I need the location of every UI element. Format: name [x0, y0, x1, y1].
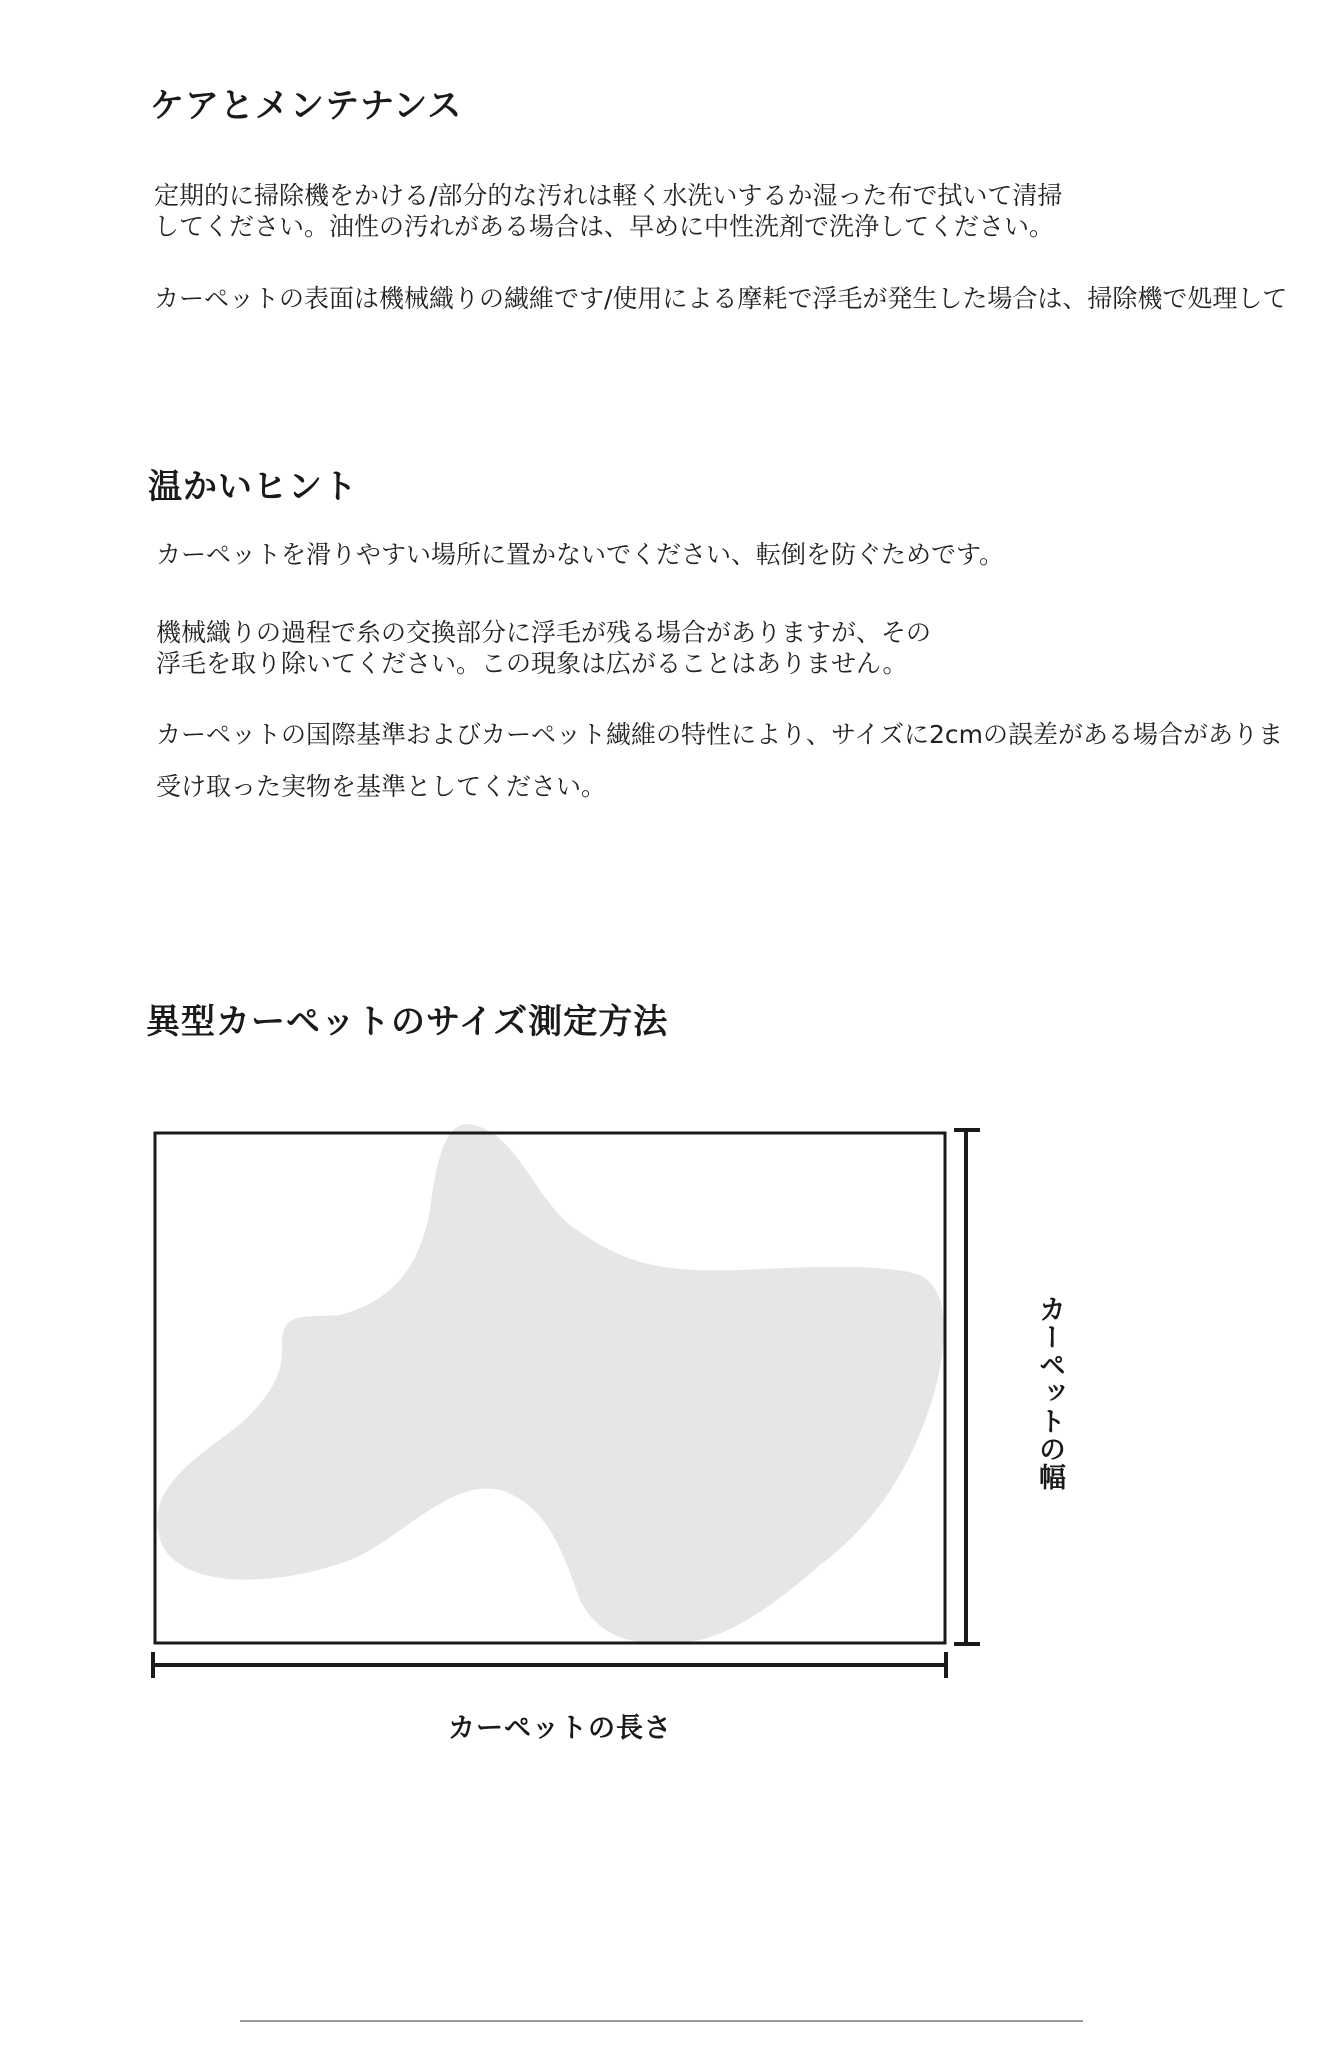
tips-paragraph-1: カーペットを滑りやすい場所に置かないでください、転倒を防ぐためです。 [156, 540, 1005, 569]
carpet-width-label: カーペットの幅 [1034, 1295, 1065, 1491]
irregular-carpet-shape [157, 1124, 944, 1644]
measure-heading: 異型カーペットのサイズ測定方法 [146, 1002, 669, 1042]
bounding-rectangle [155, 1133, 945, 1643]
care-paragraph-1 [154, 180, 1062, 242]
footer-divider [240, 2020, 1083, 2022]
tips-paragraph-2-line-1: 機械織りの過程で糸の交換部分に浮毛が残る場合がありますが、その [156, 618, 932, 647]
tips-heading: 温かいヒント [148, 467, 358, 507]
tips-paragraph-2-line-2: 浮毛を取り除いてください。この現象は広がることはありません。 [156, 649, 908, 678]
care-heading: ケアとメンテナンス [150, 86, 463, 126]
care-paragraph-1-line-1: 定期的に掃除機をかける/部分的な汚れは軽く水洗いするか湿った布で拭いて清掃 [154, 181, 1063, 210]
care-paragraph-2: カーペットの表面は機械織りの繊維です/使用による摩耗で浮毛が発生した場合は、掃除機で処理して [154, 284, 1288, 313]
tips-paragraph-2 [156, 617, 931, 679]
care-paragraph-1-line-2: してください。油性の汚れがある場合は、早めに中性洗剤で洗浄してください。 [154, 212, 1055, 241]
carpet-length-label: カーペットの長さ [448, 1713, 672, 1744]
tips-paragraph-3: カーペットの国際基準およびカーペット繊維の特性により、サイズに2cmの誤差がある場合がありま [156, 720, 1284, 749]
tips-paragraph-4: 受け取った実物を基準としてください。 [156, 772, 607, 801]
